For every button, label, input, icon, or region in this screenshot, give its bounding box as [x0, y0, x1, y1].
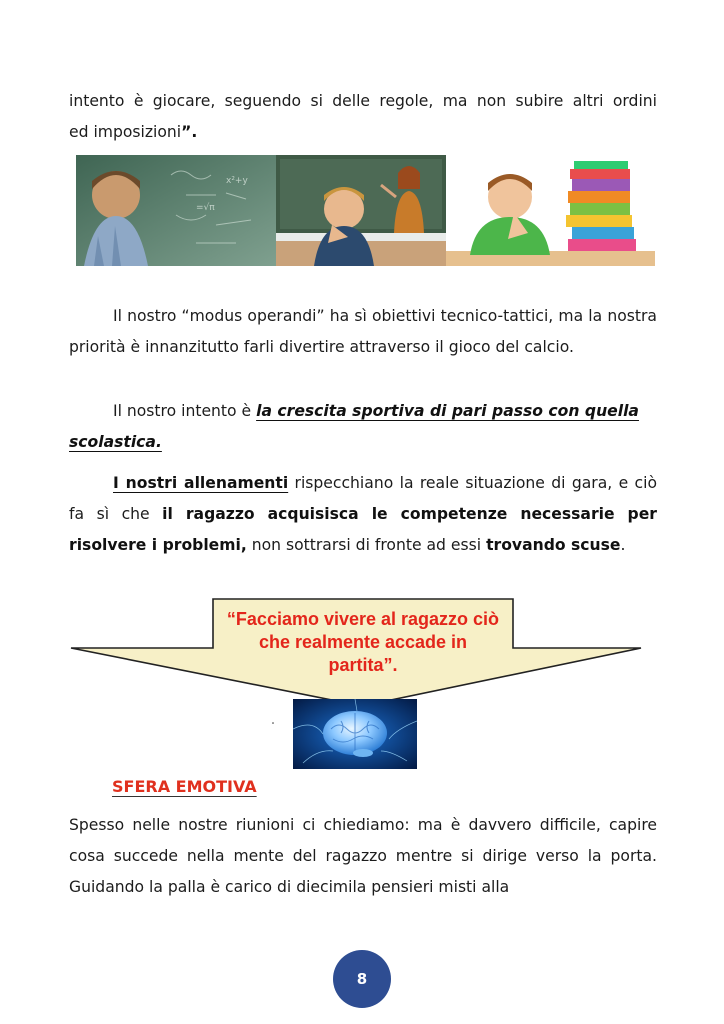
emphasis-crescita: la crescita sportiva di pari passo con quella scolastica. [69, 402, 639, 451]
brain-image [293, 699, 417, 769]
paragraph-allenamenti: I nostri allenamenti rispecchiano la reale situazione di gara, e ciò fa sì che il ragazzo acquisisca le competenze necessarie per risolvere i problemi, non sottrarsi di fronte ad essi trovando scuse. [69, 474, 657, 554]
section-heading: SFERA EMOTIVA [112, 777, 257, 796]
intro-line-1: intento è giocare, seguendo si delle regole, ma non subire altri ordini [69, 92, 657, 110]
intro-line-2: ed imposizioni”. [69, 123, 198, 141]
paragraph-modus-operandi: Il nostro “modus operandi” ha sì obiettivi tecnico-tattici, ma la nostra priorità è innanzitutto farli divertire attraverso il gioco del calcio. [69, 307, 657, 356]
page-number-badge [333, 950, 391, 1008]
bold-allenamenti: I nostri allenamenti [113, 474, 289, 492]
callout-quote: “Facciamo vivere al ragazzo ciò che realmente accade in partita”. [226, 609, 500, 675]
paragraph-intento: Il nostro intento è la crescita sportiva di pari passo con quella scolastica. [69, 402, 639, 451]
paragraph-sfera-emotiva: Spesso nelle nostre riunioni ci chiediamo: ma è davvero difficile, capire cosa succede nella mente del ragazzo mentre si dirige verso la porta. Guidando la palla è carico di diecimila pensieri misti alla [69, 816, 657, 896]
svg-text:x²+y: x²+y [226, 176, 248, 186]
page-number: 8 [356, 970, 368, 988]
svg-text:=√π: =√π [196, 203, 215, 213]
